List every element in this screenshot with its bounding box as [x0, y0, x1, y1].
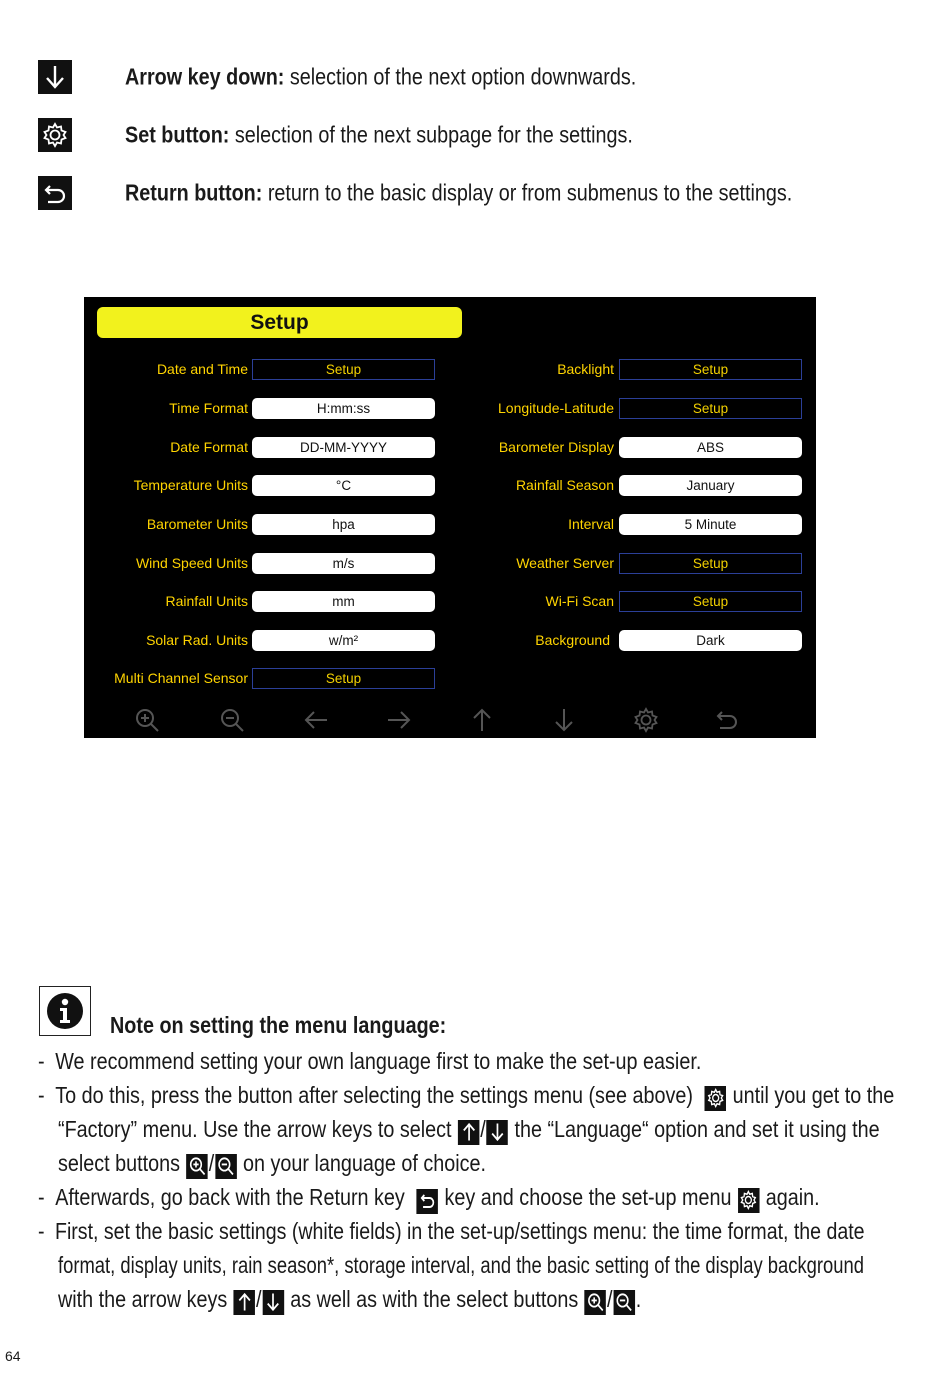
- note-text: We recommend setting your own language first to make the set-up easier.: [55, 1048, 702, 1074]
- note-item-2: - To do this, press the button after selecting the settings menu (see above) until you get to the: [38, 1078, 894, 1112]
- return-icon: [417, 1189, 439, 1214]
- setting-barometer-display[interactable]: [450, 436, 724, 458]
- note-item-4-line-3: with the arrow keys / as well as with the select buttons / .: [58, 1282, 641, 1316]
- setting-longitude-latitude[interactable]: [450, 397, 729, 419]
- setting-value[interactable]: mm: [252, 591, 435, 612]
- gear-icon: [738, 1188, 760, 1213]
- note-item-4-line-2: format, display units, rain season*, storage interval, and the basic setting of the display background: [58, 1252, 864, 1278]
- key-text: return to the basic display or from submenus to the settings.: [262, 179, 793, 206]
- arrow-up-icon: [458, 1120, 480, 1145]
- setting-label: Date and Time: [156, 361, 248, 377]
- setting-weather-server[interactable]: [450, 552, 729, 574]
- setting-label: Solar Rad. Units: [146, 632, 248, 648]
- setting-value[interactable]: m/s: [252, 553, 435, 574]
- setting-temperature-units[interactable]: [84, 474, 352, 496]
- setting-backlight[interactable]: [450, 358, 729, 380]
- screen-title: Setup: [97, 307, 462, 338]
- setting-label: Wind Speed Units: [135, 555, 248, 571]
- setting-label: Longitude-Latitude: [498, 400, 614, 416]
- return-icon: [38, 176, 72, 210]
- setting-background[interactable]: [450, 629, 725, 651]
- key-label: Set button:: [125, 121, 230, 148]
- zoom-out-icon[interactable]: [217, 705, 247, 735]
- arrow-up-icon[interactable]: [467, 705, 497, 735]
- setup-screen: [84, 297, 816, 738]
- zoom-in-icon: [585, 1290, 607, 1315]
- setting-value[interactable]: ABS: [619, 437, 802, 458]
- setting-wifi-scan[interactable]: [450, 590, 729, 612]
- setting-value[interactable]: DD-MM-YYYY: [252, 437, 435, 458]
- setting-rainfall-units[interactable]: [84, 590, 355, 612]
- setting-value[interactable]: hpa: [252, 514, 435, 535]
- setting-date-format[interactable]: [84, 436, 387, 458]
- gear-icon: [38, 118, 72, 152]
- gear-icon[interactable]: [631, 705, 661, 735]
- setting-multi-channel-sensor[interactable]: [84, 667, 362, 689]
- setting-value[interactable]: Setup: [252, 668, 435, 689]
- note-item-4: - First, set the basic settings (white fields) in the set-up/settings menu: the time format, the date: [38, 1218, 865, 1244]
- setting-value[interactable]: Setup: [619, 398, 802, 419]
- setting-value[interactable]: January: [619, 475, 802, 496]
- key-text: selection of the next option downwards.: [284, 63, 637, 90]
- zoom-in-icon: [186, 1154, 208, 1179]
- note-item-2-line-3: select buttons / on your language of choice.: [58, 1146, 486, 1180]
- key-text: selection of the next subpage for the settings.: [229, 121, 633, 148]
- setting-label: Multi Channel Sensor: [114, 670, 248, 686]
- note-title: Note on setting the menu language:: [110, 1012, 447, 1038]
- setting-label: Date Format: [170, 439, 248, 455]
- zoom-out-icon: [613, 1290, 635, 1315]
- setting-value[interactable]: 5 Minute: [619, 514, 802, 535]
- setting-rainfall-season[interactable]: [450, 474, 735, 496]
- setting-label: Barometer Display: [498, 439, 614, 455]
- note-item-3: - Afterwards, go back with the Return key key and choose the set-up menu again.: [38, 1180, 820, 1214]
- setting-label: Rainfall Units: [165, 593, 248, 609]
- setting-label: Background: [535, 632, 610, 648]
- gear-icon: [705, 1086, 727, 1111]
- arrow-right-icon[interactable]: [384, 705, 414, 735]
- setting-label: Interval: [568, 516, 614, 532]
- key-label: Return button:: [125, 179, 263, 206]
- setting-value[interactable]: Setup: [619, 359, 802, 380]
- setting-label: Rainfall Season: [515, 477, 614, 493]
- setting-interval[interactable]: [450, 513, 737, 535]
- setting-date-and-time[interactable]: [84, 358, 362, 380]
- note-item-2-line-2: “Factory” menu. Use the arrow keys to select / the “Language“ option and set it using the: [58, 1112, 880, 1146]
- info-icon: [39, 986, 91, 1036]
- arrow-left-icon[interactable]: [301, 705, 331, 735]
- setting-value[interactable]: Setup: [619, 591, 802, 612]
- zoom-in-icon[interactable]: [132, 705, 162, 735]
- arrow-down-icon: [487, 1120, 509, 1145]
- arrow-up-icon: [234, 1290, 256, 1315]
- setting-value[interactable]: H:mm:ss: [252, 398, 435, 419]
- arrow-down-icon: [262, 1290, 284, 1315]
- setting-label: Weather Server: [516, 555, 614, 571]
- setting-label: Time Format: [169, 400, 248, 416]
- arrow-down-icon: [38, 60, 72, 94]
- setting-value[interactable]: Dark: [619, 630, 802, 651]
- arrow-down-icon[interactable]: [549, 705, 579, 735]
- key-row-return: [38, 175, 793, 211]
- setting-time-format[interactable]: [84, 397, 371, 419]
- setting-label: Backlight: [557, 361, 614, 377]
- setting-label: Barometer Units: [146, 516, 248, 532]
- screen-icon-bar: [84, 705, 816, 735]
- key-label: Arrow key down:: [125, 63, 285, 90]
- return-icon[interactable]: [712, 705, 742, 735]
- note-item-1: - We recommend setting your own language first to make the set-up easier.: [38, 1048, 702, 1074]
- setting-barometer-units[interactable]: [84, 513, 355, 535]
- setting-value[interactable]: °C: [252, 475, 435, 496]
- key-row-set: [38, 117, 633, 153]
- setting-label: Wi-Fi Scan: [545, 593, 614, 609]
- setting-wind-speed-units[interactable]: [84, 552, 355, 574]
- setting-label: Temperature Units: [133, 477, 248, 493]
- key-row-arrow-down: [38, 59, 637, 95]
- setting-value[interactable]: Setup: [619, 553, 802, 574]
- zoom-out-icon: [215, 1154, 237, 1179]
- setting-value[interactable]: Setup: [252, 359, 435, 380]
- setting-solar-rad-units[interactable]: [84, 629, 359, 651]
- setting-value[interactable]: w/m²: [252, 630, 435, 651]
- page-number: 64: [5, 1348, 21, 1364]
